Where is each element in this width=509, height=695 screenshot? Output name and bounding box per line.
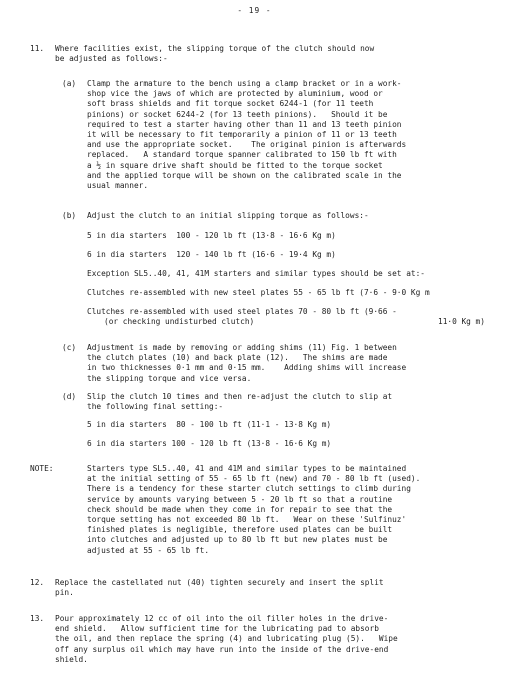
item-11d-text	[87, 392, 392, 412]
item-11b-exception: Exception SL5..40, 41, 41M starters and similar types should be set at:-	[87, 269, 425, 278]
text-line: into clutches and adjusted up to 80 lb ft but new plates must be	[87, 535, 388, 545]
item-11b-row-5in: 5 in dia starters 100 - 120 lb ft (13·8 - 16·6 Kg m)	[87, 231, 336, 240]
item-11b-new-plates: Clutches re-assembled with new steel plates 55 - 65 lb ft (7·6 - 9·0 Kg m	[87, 288, 430, 297]
text-line: Slip the clutch 10 times and then re-adjust the clutch to slip at	[87, 392, 393, 401]
text-line: at the initial setting of 55 - 65 lb ft (new) and 70 - 80 lb ft (used).	[87, 474, 421, 484]
text-line: off any surplus oil which may have run into the inside of the drive-end	[55, 644, 389, 654]
text-line: replaced. A standard torque spanner calibrated to 150 lb ft with	[87, 150, 397, 160]
item-13-number: 13.	[30, 614, 45, 623]
text-line: usual manner.	[87, 181, 149, 191]
text-line: it will be necessary to fit temporarily a pinion of 11 or 13 teeth	[87, 130, 397, 140]
text-line: the slipping torque and vice versa.	[87, 373, 252, 383]
page-number: - 19 -	[237, 6, 272, 15]
text-line: required to test a starter having other than 11 and 13 teeth pinion	[87, 119, 402, 129]
text-line: in two thicknesses 0·1 mm and 0·15 mm. Adding shims will increase	[87, 363, 407, 373]
text-line: check should be made when they come in for repair to see that the	[87, 504, 393, 514]
text-line: shop vice the jaws of which are protected by aluminium, wood or	[87, 89, 383, 99]
text-line: end shield. Allow sufficient time for the lubricating pad to absorb	[55, 624, 379, 634]
text-line: Adjustment is made by removing or adding shims (11) Fig. 1 between	[87, 343, 397, 352]
text-line: service by amounts varying between 5 - 20 lb ft so that a routine	[87, 494, 393, 504]
item-11d-row-5in: 5 in dia starters 80 - 100 lb ft (11·1 - 13·8 Kg m)	[87, 420, 332, 429]
item-11b-used-plates-value: 11·0 Kg m)	[438, 317, 485, 326]
text-line: and the applied torque will be shown on the calibrated scale in the	[87, 170, 402, 180]
item-13-text	[55, 614, 398, 665]
text-line: Clamp the armature to the bench using a clamp bracket or in a work-	[87, 79, 402, 88]
text-line: a ½ in square drive shaft should be fitted to the torque socket	[87, 160, 383, 170]
item-11c-label: (c)	[62, 343, 77, 352]
text-line: Replace the castellated nut (40) tighten securely and insert the split	[55, 578, 384, 587]
text-line: the following final setting:-	[87, 402, 224, 412]
text-line: the clutch plates (10) and back plate (12). The shims are made	[87, 353, 388, 363]
item-11c-text	[87, 343, 406, 384]
item-11b-row-6in: 6 in dia starters 120 - 140 lb ft (16·6 - 19·4 Kg m)	[87, 250, 336, 259]
item-11b-used-plates-note: (or checking undisturbed clutch)	[104, 317, 255, 326]
text-line: adjusted at 55 - 65 lb ft.	[87, 545, 210, 555]
item-11d-label: (d)	[62, 392, 77, 401]
text-line: soft brass shields and fit torque socket 6244-1 (for 11 teeth	[87, 99, 374, 109]
item-12-text	[55, 578, 384, 598]
text-line: finished plates is negligible, therefore used plates can be built	[87, 525, 393, 535]
item-11b-label: (b)	[62, 211, 77, 220]
item-11d-row-6in: 6 in dia starters 100 - 120 lb ft (13·8 - 16·6 Kg m)	[87, 439, 332, 448]
item-11-text	[55, 44, 374, 64]
text-line: shield.	[55, 654, 88, 664]
text-line: and use the appropriate socket. The original pinion is afterwards	[87, 140, 407, 150]
text-line: pinions) or socket 6244-2 (for 13 teeth pinions). Should it be	[87, 109, 388, 119]
text-line: torque setting has not exceeded 80 lb ft. Wear on these 'Sulfinuz'	[87, 515, 407, 525]
text-line: Where facilities exist, the slipping torque of the clutch should now	[55, 44, 375, 53]
note-text	[87, 464, 420, 556]
item-11b-used-plates: Clutches re-assembled with used steel plates 70 - 80 lb ft (9·66 -	[87, 307, 397, 316]
note-label: NOTE:	[30, 464, 54, 473]
text-line: pin.	[55, 588, 74, 598]
text-line: Pour approximately 12 cc of oil into the oil filler holes in the drive-	[55, 614, 389, 623]
text-line: be adjusted as follows:-	[55, 54, 168, 64]
text-line: the oil, and then replace the spring (4) and lubricating plug (5). Wipe	[55, 634, 398, 644]
text-line: There is a tendency for these starter clutch settings to climb during	[87, 484, 411, 494]
text-line: Starters type SL5..40, 41 and 41M and similar types to be maintained	[87, 464, 407, 473]
item-11a-text	[87, 79, 406, 191]
item-11b-intro: Adjust the clutch to an initial slipping torque as follows:-	[87, 211, 369, 220]
item-12-number: 12.	[30, 578, 45, 587]
item-11-number: 11.	[30, 44, 45, 53]
item-11a-label: (a)	[62, 79, 77, 88]
